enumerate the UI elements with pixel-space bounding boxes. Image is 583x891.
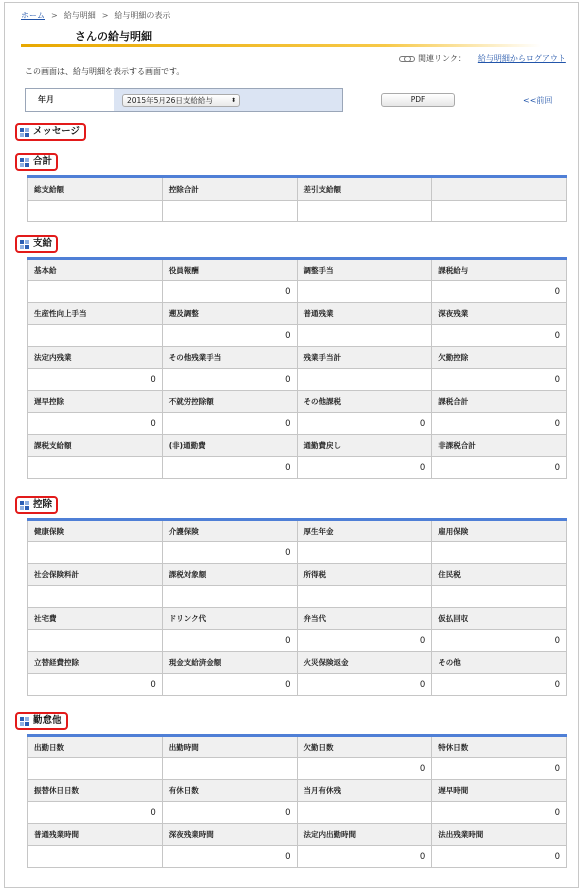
field-value: 0 — [162, 846, 297, 868]
field-label: 普通残業時間 — [28, 824, 163, 846]
field-label: 調整手当 — [297, 259, 432, 281]
field-value — [162, 758, 297, 780]
field-value: 0 — [162, 369, 297, 391]
field-label: 遅早控除 — [28, 391, 163, 413]
breadcrumb-current: 給与明細の表示 — [114, 11, 171, 20]
field-value: 0 — [28, 802, 163, 824]
table-row — [28, 457, 567, 479]
field-label: 厚生年金 — [297, 520, 432, 542]
table-row — [28, 542, 567, 564]
table-value-cell — [297, 201, 432, 222]
field-value: 0 — [432, 457, 567, 479]
field-value — [28, 457, 163, 479]
field-value: 0 — [432, 758, 567, 780]
period-select-area — [114, 89, 342, 111]
field-label: 社会保険料計 — [28, 564, 163, 586]
section-heading-payments — [15, 235, 58, 253]
breadcrumb-home-link[interactable]: ホーム — [21, 11, 45, 20]
field-label: 火災保険返金 — [297, 652, 432, 674]
table-header-cell: 控除合計 — [162, 177, 297, 201]
field-value — [28, 542, 163, 564]
previous-link[interactable]: <<前回 — [523, 96, 553, 105]
field-value — [432, 586, 567, 608]
field-value: 0 — [297, 674, 432, 696]
field-value — [28, 758, 163, 780]
field-label: 生産性向上手当 — [28, 303, 163, 325]
table-row — [28, 369, 567, 391]
field-label: 有休日数 — [162, 780, 297, 802]
table-row — [28, 846, 567, 868]
field-value — [297, 281, 432, 303]
table-row — [28, 435, 567, 457]
field-label: 法出残業時間 — [432, 824, 567, 846]
field-value — [162, 586, 297, 608]
field-label: 法定内出勤時間 — [297, 824, 432, 846]
breadcrumb-separator: > — [51, 11, 58, 20]
field-label: 当月有休残 — [297, 780, 432, 802]
field-label: 立替経費控除 — [28, 652, 163, 674]
field-value: 0 — [297, 457, 432, 479]
field-label: 遡及調整 — [162, 303, 297, 325]
field-label: その他 — [432, 652, 567, 674]
table-row — [28, 586, 567, 608]
table-row — [28, 303, 567, 325]
field-label: 弁当代 — [297, 608, 432, 630]
field-label: 課税合計 — [432, 391, 567, 413]
field-label: 出勤日数 — [28, 736, 163, 758]
table-value-cell — [28, 201, 163, 222]
title-bar — [21, 25, 577, 47]
field-label: 深夜残業 — [432, 303, 567, 325]
pdf-button[interactable]: PDF — [381, 93, 455, 107]
field-value — [28, 281, 163, 303]
field-label: 社宅費 — [28, 608, 163, 630]
table-row — [28, 824, 567, 846]
field-value: 0 — [432, 802, 567, 824]
period-select[interactable] — [122, 94, 240, 107]
field-label: 欠勤日数 — [297, 736, 432, 758]
section-heading-label: メッセージ — [33, 126, 80, 137]
field-value — [28, 630, 163, 652]
payments-table — [27, 257, 567, 479]
field-value: 0 — [432, 630, 567, 652]
field-value: 0 — [162, 281, 297, 303]
field-value: 0 — [162, 413, 297, 435]
field-label: 基本給 — [28, 259, 163, 281]
breadcrumb-payslip: 給与明細 — [63, 11, 96, 20]
table-row — [28, 391, 567, 413]
period-selector-box — [25, 88, 343, 112]
field-label: ドリンク代 — [162, 608, 297, 630]
field-value: 0 — [297, 758, 432, 780]
field-label: 住民税 — [432, 564, 567, 586]
field-value — [297, 586, 432, 608]
page-title: さんの給与明細 — [75, 30, 152, 43]
page-description: この画面は、給与明細を表示する画面です。 — [25, 67, 185, 76]
table-row — [28, 652, 567, 674]
table-row — [28, 413, 567, 435]
field-label: 出勤時間 — [162, 736, 297, 758]
field-label: 現金支給済金額 — [162, 652, 297, 674]
section-heading-label: 控除 — [33, 499, 53, 510]
table-header-cell: 差引支給額 — [297, 177, 432, 201]
field-value: 0 — [162, 542, 297, 564]
field-label: 法定内残業 — [28, 347, 163, 369]
field-label: 普通残業 — [297, 303, 432, 325]
field-value: 0 — [297, 846, 432, 868]
field-label: 役員報酬 — [162, 259, 297, 281]
title-underline — [21, 44, 541, 47]
table-row — [28, 177, 567, 201]
field-label: 課税給与 — [432, 259, 567, 281]
table-row — [28, 802, 567, 824]
field-value: 0 — [28, 369, 163, 391]
field-label: 介護保険 — [162, 520, 297, 542]
breadcrumb-separator: > — [101, 11, 109, 20]
table-row — [28, 520, 567, 542]
table-row — [28, 564, 567, 586]
field-value: 0 — [297, 630, 432, 652]
field-label: 雇用保険 — [432, 520, 567, 542]
field-value — [297, 369, 432, 391]
table-header-cell — [432, 177, 567, 201]
section-heading-deductions — [15, 496, 58, 514]
table-row — [28, 674, 567, 696]
field-value: 0 — [28, 413, 163, 435]
deductions-table — [27, 518, 567, 696]
table-row — [28, 201, 567, 222]
related-links — [399, 53, 566, 64]
table-row — [28, 630, 567, 652]
table-row — [28, 281, 567, 303]
field-value: 0 — [432, 281, 567, 303]
logout-link[interactable]: 給与明細からログアウト — [477, 54, 566, 63]
section-heading-message — [15, 123, 86, 141]
field-label: 振替休日日数 — [28, 780, 163, 802]
section-heading-attendance — [15, 712, 68, 730]
field-label: 健康保険 — [28, 520, 163, 542]
field-label: 遅早時間 — [432, 780, 567, 802]
field-label: 仮払回収 — [432, 608, 567, 630]
field-label: 残業手当計 — [297, 347, 432, 369]
table-row — [28, 758, 567, 780]
field-value: 0 — [297, 413, 432, 435]
field-value — [28, 325, 163, 347]
field-value: 0 — [432, 413, 567, 435]
field-label: 課税支給額 — [28, 435, 163, 457]
table-row — [28, 325, 567, 347]
page-frame — [4, 2, 579, 888]
section-bullet-icon — [20, 717, 29, 726]
field-value: 0 — [28, 674, 163, 696]
field-label: 所得税 — [297, 564, 432, 586]
table-row — [28, 736, 567, 758]
select-arrows-icon: ⬍ — [230, 97, 236, 104]
table-row — [28, 608, 567, 630]
field-value — [28, 846, 163, 868]
link-icon — [399, 56, 415, 62]
field-value: 0 — [162, 325, 297, 347]
field-value: 0 — [432, 846, 567, 868]
field-value: 0 — [162, 674, 297, 696]
field-value — [28, 586, 163, 608]
field-value — [297, 325, 432, 347]
section-heading-label: 合計 — [33, 156, 53, 167]
field-value — [432, 542, 567, 564]
section-heading-totals — [15, 153, 58, 171]
section-bullet-icon — [20, 240, 29, 249]
table-header-cell: 総支給額 — [28, 177, 163, 201]
field-value: 0 — [162, 630, 297, 652]
field-value: 0 — [162, 802, 297, 824]
section-bullet-icon — [20, 501, 29, 510]
table-value-cell — [432, 201, 567, 222]
related-links-label: 関連リンク： — [418, 54, 466, 63]
field-value — [297, 542, 432, 564]
section-bullet-icon — [20, 158, 29, 167]
totals-table — [27, 175, 567, 222]
field-value: 0 — [432, 369, 567, 391]
field-label: 非課税合計 — [432, 435, 567, 457]
field-label: 深夜残業時間 — [162, 824, 297, 846]
field-label: 欠勤控除 — [432, 347, 567, 369]
section-bullet-icon — [20, 128, 29, 137]
field-label: その他課税 — [297, 391, 432, 413]
section-heading-label: 勤怠他 — [33, 715, 62, 726]
field-label: その他残業手当 — [162, 347, 297, 369]
field-label: 特休日数 — [432, 736, 567, 758]
period-selected-value: 2015年5月26日支給給与 — [127, 96, 213, 105]
field-value: 0 — [162, 457, 297, 479]
breadcrumb — [21, 10, 170, 21]
table-value-cell — [162, 201, 297, 222]
field-label: 課税対象額 — [162, 564, 297, 586]
field-value: 0 — [432, 325, 567, 347]
field-label: 通勤費戻し — [297, 435, 432, 457]
field-label: (非)通勤費 — [162, 435, 297, 457]
table-row — [28, 259, 567, 281]
attendance-table — [27, 734, 567, 868]
field-value: 0 — [432, 674, 567, 696]
table-row — [28, 347, 567, 369]
period-label: 年月 — [26, 89, 114, 111]
field-value — [297, 802, 432, 824]
table-row — [28, 780, 567, 802]
field-label: 不就労控除額 — [162, 391, 297, 413]
section-heading-label: 支給 — [33, 238, 53, 249]
